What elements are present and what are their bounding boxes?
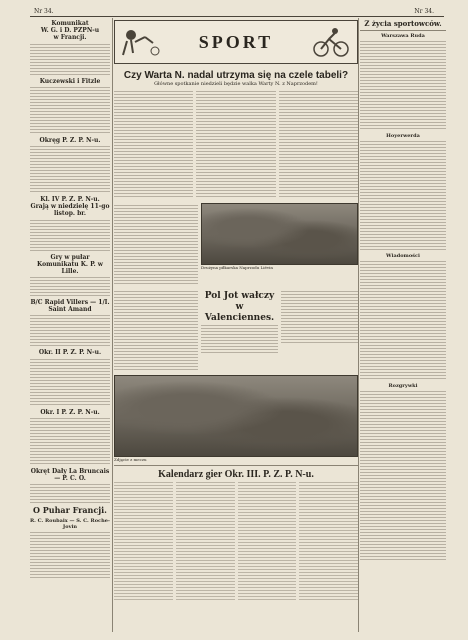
results-table <box>30 359 110 407</box>
main-subheadline: Główne spotkanie niedzieli będzie walka Warty N. z Naprzodem! <box>154 81 318 87</box>
right-headline-4: Rozgrywki <box>388 383 418 390</box>
left-headline-6: B/C Rapid Villers — 1/I. Saint Amand <box>30 299 110 314</box>
photo-caption: Zdjęcie z meczu <box>114 457 147 462</box>
article-text <box>114 91 193 199</box>
left-headline-4: Kl. IV P. Z. P. N-u. Grają w niedzielę 11-go listop. br. <box>30 195 110 218</box>
left-headline-9: Okręt Dały La Bruncais — P. C. O. <box>30 467 110 482</box>
section-title: SPORT <box>198 31 274 52</box>
article-text <box>30 315 110 347</box>
page-number-left: Nr 34. <box>34 8 54 15</box>
kalendarz-title: Kalendarz gier Okr. III. P. Z. P. N-u. <box>158 468 314 480</box>
article-text <box>114 291 198 371</box>
fixtures-column <box>238 482 297 602</box>
left-headline-7: Okr. II P. Z. P. N-u. <box>38 349 102 357</box>
right-headline-1: Warszawa Ruda <box>381 33 425 40</box>
article-text <box>30 484 110 504</box>
article-columns-2 <box>114 203 358 287</box>
side-headline: Pol Jot wałczy w Valenciennes. <box>204 291 275 323</box>
article-columns <box>114 89 358 201</box>
article-text <box>30 87 110 135</box>
article-text <box>196 91 275 199</box>
left-headline-5: Gry w pułar Komunikatu K. P. w Lille. <box>37 253 103 275</box>
article-text <box>30 220 110 252</box>
fixtures-column <box>114 482 173 602</box>
article-text <box>30 44 110 76</box>
article-text <box>360 41 446 131</box>
sport-illustration-icon <box>119 25 163 59</box>
left-headline-8: Okr. I P. Z. P. N-u. <box>40 408 100 416</box>
article-text <box>279 91 358 199</box>
divider <box>360 30 446 31</box>
right-headline-3: Wiadomości <box>386 253 420 260</box>
article-text <box>30 277 110 297</box>
sport-banner <box>114 20 358 64</box>
match-photo <box>114 375 358 457</box>
right-column <box>360 18 446 632</box>
article-text <box>360 391 446 561</box>
left-headline-11: R. C. Roubaix — S. C. Roche-Jovin <box>30 517 110 530</box>
fixtures-column <box>176 482 235 602</box>
left-column <box>30 18 110 632</box>
divider <box>114 465 358 466</box>
main-headline: Czy Warta N. nadal utrzyma się na czele tabeli? <box>123 70 349 81</box>
top-rule <box>30 16 444 17</box>
center-column <box>114 18 358 632</box>
photo-caption: Drużyna piłkarska Naprzodu Liévin <box>201 265 273 270</box>
cyclist-illustration-icon <box>309 25 353 59</box>
page-number-right: Nr 34. <box>414 8 434 15</box>
fixtures-calendar <box>114 482 358 602</box>
left-headline-10: O Puhar Francji. <box>33 505 107 516</box>
column-rule <box>112 18 113 632</box>
article-text <box>30 532 110 580</box>
fixtures-column <box>299 482 358 602</box>
left-headline-1: Komunikat W. G. i D. PZPN-u w Francji. <box>40 20 100 42</box>
article-columns-3 <box>114 289 358 373</box>
column-rule <box>358 18 359 632</box>
right-headline-2: Hoyerwerda <box>386 133 420 140</box>
article-text <box>360 261 446 381</box>
article-text <box>281 291 358 343</box>
right-title: Z życia sportowców. <box>364 19 442 28</box>
left-headline-2: Kuczewski i Fitzle <box>39 77 101 85</box>
results-table <box>30 418 110 466</box>
left-headline-3: Okręg P. Z. P. N-u. <box>39 136 101 144</box>
article-text <box>114 205 198 285</box>
article-text <box>30 146 110 194</box>
article-text <box>360 141 446 251</box>
article-text <box>201 325 278 353</box>
team-photo <box>201 203 358 265</box>
